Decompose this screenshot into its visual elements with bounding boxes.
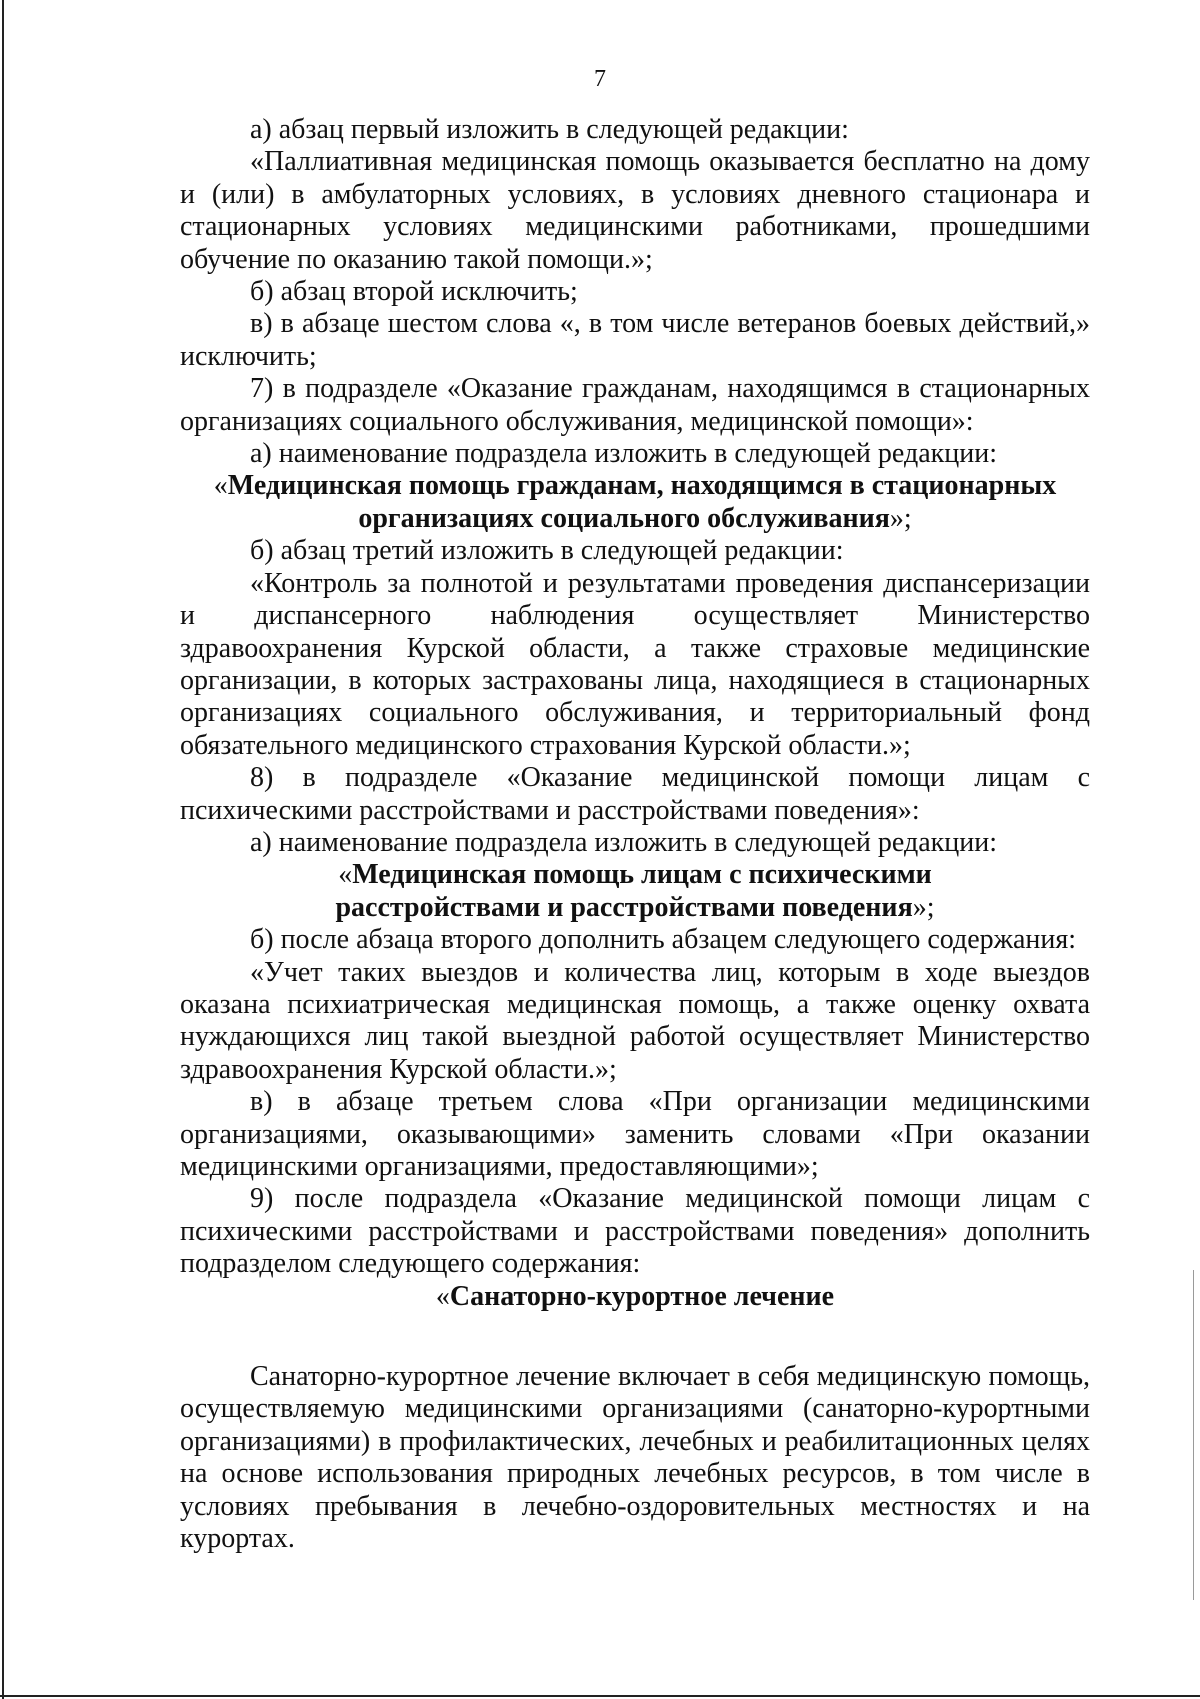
body-paragraph: 9) после подраздела «Оказание медицинской помощи лицам с психическими расстройствами и расстройствами поведения» дополнить подразделом следующего содержания: <box>180 1183 1090 1280</box>
heading-open-quote: « <box>338 859 353 891</box>
section-heading-line <box>180 1281 1090 1313</box>
body-paragraph: в) в абзаце третьем слова «При организации медицинскими организациями, оказывающими» заменить словами «При оказании медицинскими организациями, предоставляющими»; <box>180 1086 1090 1182</box>
body-paragraph: в) в абзаце шестом слова «, в том числе ветеранов боевых действий,» исключить; <box>180 308 1090 372</box>
body-paragraph: 7) в подразделе «Оказание гражданам, находящимся в стационарных организациях социального обслуживания, медицинской помощи»: <box>180 373 1090 437</box>
heading-text: Медицинская помощь гражданам, находящимся в стационарных <box>227 470 1057 502</box>
body-paragraph: «Учет таких выездов и количества лиц, которым в ходе выездов оказана психиатрическая медицинская помощь, а также оценку охвата нуждающихся лиц такой выездной работой осуществляет Министерство здравоохранения Курской области.»; <box>180 956 1090 1085</box>
heading-open-quote: « <box>213 470 228 502</box>
paragraph-spacer <box>180 1313 1090 1361</box>
body-paragraph: а) абзац первый изложить в следующей редакции: <box>250 114 849 145</box>
section-heading-line <box>180 892 1090 924</box>
body-paragraph: а) наименование подраздела изложить в следующей редакции: <box>250 438 997 470</box>
page-right-edge <box>1193 1270 1194 1600</box>
document-body <box>180 114 1090 1555</box>
body-paragraph: 8) в подразделе «Оказание медицинской помощи лицам с психическими расстройствами и расстройствами поведения»: <box>180 762 1090 826</box>
heading-text: Медицинская помощь лицам с психическими <box>352 859 932 891</box>
body-paragraph: «Паллиативная медицинская помощь оказывается бесплатно на дому и (или) в амбулаторных условиях, в условиях дневного стационара и стационарных условиях медицинскими работниками, прошедшими обучение по оказанию такой помощи.»; <box>180 146 1090 275</box>
heading-text: расстройствами и расстройствами поведения <box>335 891 913 923</box>
body-paragraph: а) наименование подраздела изложить в следующей редакции: <box>250 826 997 858</box>
heading-close-quote: »; <box>889 502 912 534</box>
section-heading-line <box>180 859 1090 891</box>
heading-text: организациях социального обслуживания <box>358 502 890 534</box>
heading-text: Санаторно-курортное лечение <box>449 1280 835 1312</box>
page-left-edge <box>2 0 4 1699</box>
page-bottom-edge <box>0 1695 1200 1697</box>
body-paragraph: Санаторно-курортное лечение включает в себя медицинскую помощь, осуществляемую медицинскими организациями (санаторно-курортными организациями) в профилактических, лечебных и реабилитационных целях на основе использования природных лечебных ресурсов, в том числе в условиях пребывания в лечебно-оздоровительных местностях и на курортах. <box>180 1361 1090 1555</box>
section-heading-line <box>180 470 1090 502</box>
body-paragraph: б) абзац третий изложить в следующей редакции: <box>250 535 844 567</box>
heading-open-quote: « <box>435 1280 450 1312</box>
heading-close-quote: »; <box>912 891 935 923</box>
body-paragraph: б) абзац второй исключить; <box>250 276 578 308</box>
section-heading-line <box>180 503 1090 535</box>
body-paragraph: «Контроль за полнотой и результатами проведения диспансеризации и диспансерного наблюдения осуществляет Министерство здравоохранения Курской области, а также страховые медицинские организации, в которых застрахованы лица, находящиеся в стационарных организациях социального обслуживания, и территориальный фонд обязательного медицинского страхования Курской области.»; <box>180 567 1090 761</box>
page-number: 7 <box>594 66 606 92</box>
body-paragraph: б) после абзаца второго дополнить абзацем следующего содержания: <box>250 924 1077 956</box>
